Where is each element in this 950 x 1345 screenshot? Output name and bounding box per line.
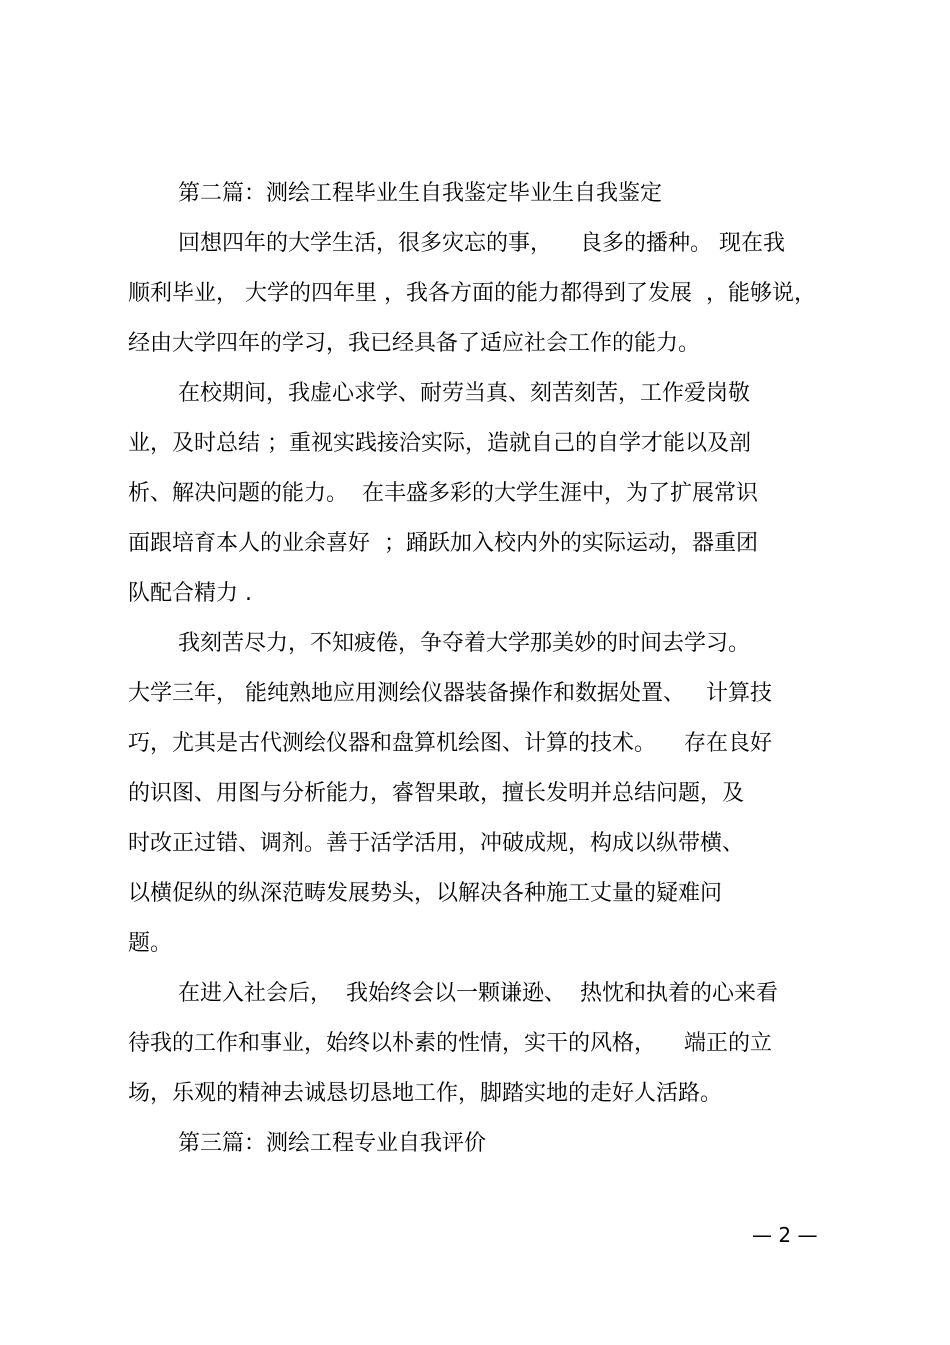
paragraph-line: 时改正过错、调剂。善于活学活用，冲破成规，构成以纵带横、 [128, 831, 745, 856]
paragraph-line: 析、解决问题的能力。 在丰盛多彩的大学生涯中，为了扩展常识 [128, 481, 758, 506]
paragraph-line: 顺利毕业， 大学的四年里 ，我各方面的能力都得到了发展 ，能够说， [128, 281, 816, 306]
paragraph-line: 以横促纵的纵深范畴发展势头，以解决各种施工丈量的疑难问 [128, 881, 723, 906]
paragraph-line: 在进入社会后， 我始终会以一颗谦逊、 热忱和执着的心来看 [178, 981, 778, 1006]
paragraph-line: 队配合精力 . [128, 581, 252, 606]
paragraph-line: 待我的工作和事业，始终以朴素的性情，实干的风格， 端正的立 [128, 1031, 772, 1056]
page-number: — 2 — [752, 1223, 818, 1247]
paragraph-line: 经由大学四年的学习，我已经具备了适应社会工作的能力。 [128, 331, 701, 356]
paragraph-line: 回想四年的大学生活，很多灾忘的事， 良多的播种。 现在我 [178, 231, 785, 256]
paragraph-line: 大学三年， 能纯熟地应用测绘仪器装备操作和数据处置、 计算技 [128, 681, 772, 706]
paragraph-line: 面跟培育本人的业余喜好 ；踊跃加入校内外的实际运动，器重团 [128, 531, 758, 556]
paragraph-line: 业，及时总结 ；重视实践接洽实际，造就自己的自学才能以及剖 [128, 431, 751, 456]
section-heading: 第三篇：测绘工程专业自我评价 [178, 1131, 487, 1156]
paragraph-line: 巧，尤其是古代测绘仪器和盘算机绘图、计算的技术。 存在良好 [128, 731, 772, 756]
paragraph-line: 在校期间，我虚心求学、耐劳当真、刻苦刻苦，工作爱岗敬 [178, 381, 751, 406]
section-heading: 第二篇：测绘工程毕业生自我鉴定毕业生自我鉴定 [178, 181, 663, 206]
paragraph-line: 题。 [128, 931, 173, 956]
paragraph-line: 我刻苦尽力，不知疲倦，争夺着大学那美妙的时间去学习。 [178, 631, 751, 656]
paragraph-line: 场，乐观的精神去诚恳切恳地工作，脚踏实地的走好人活路。 [128, 1081, 723, 1106]
paragraph-line: 的识图、用图与分析能力，睿智果敢，擅长发明并总结问题，及 [128, 781, 745, 806]
